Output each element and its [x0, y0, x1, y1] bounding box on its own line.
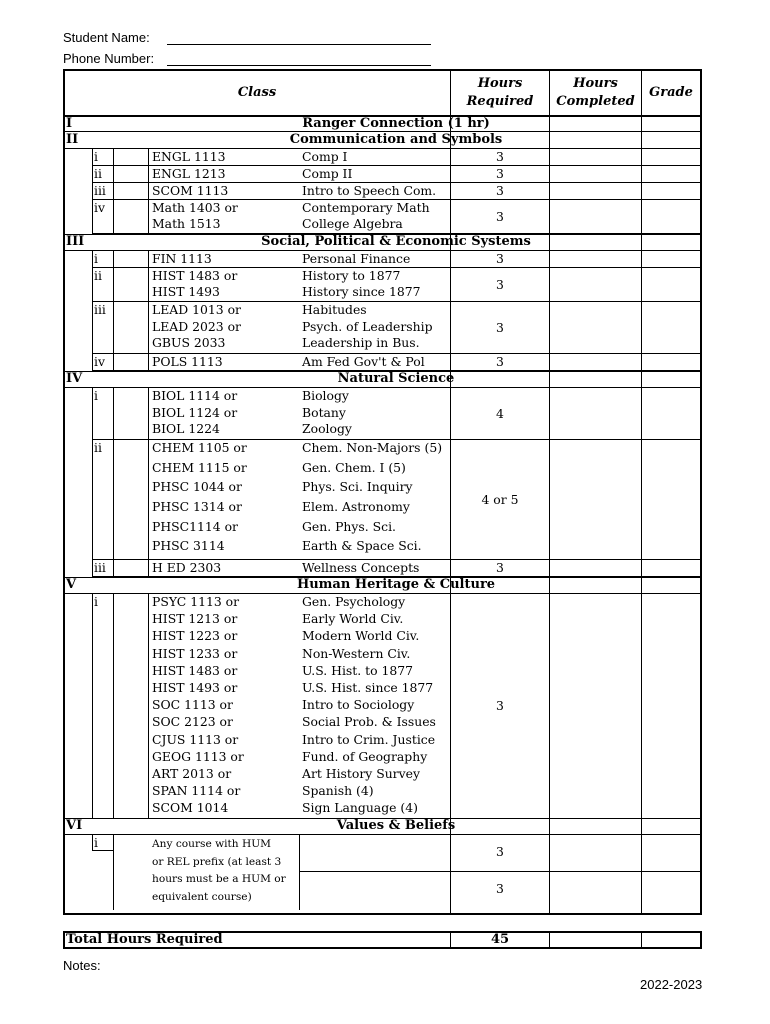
sub-index: ii [94, 268, 102, 283]
course-code: SPAN 1114 or [152, 783, 241, 799]
total-hours-label: Total Hours Required [66, 932, 223, 947]
student-name-label: Student Name: [63, 30, 150, 45]
course-code: GBUS 2033 [152, 335, 226, 351]
course-code: BIOL 1224 [152, 421, 220, 437]
course-code: PSYC 1113 or [152, 594, 240, 609]
sub-index: iv [94, 200, 105, 215]
course-code: LEAD 1013 or [152, 302, 241, 317]
section-title: Social, Political & Economic Systems [261, 234, 531, 249]
course-name: Social Prob. & Issues [302, 714, 436, 730]
hours-required: 3 [496, 319, 504, 335]
hours-required: 3 [496, 208, 504, 224]
hours-required: 3 [496, 276, 504, 292]
course-name: Leadership in Bus. [302, 335, 420, 351]
course-description: equivalent course) [152, 890, 252, 903]
section-title: Ranger Connection (1 hr) [302, 116, 490, 131]
course-name: Elem. Astronomy [302, 499, 410, 514]
course-code: GEOG 1113 or [152, 748, 244, 764]
course-code: HIST 1483 or [152, 662, 238, 678]
hours-required: 3 [496, 698, 504, 713]
course-name: Contemporary Math [302, 200, 430, 215]
course-code: CHEM 1115 or [152, 459, 247, 475]
course-code: H ED 2303 [152, 560, 222, 575]
year-label: 2022-2023 [640, 977, 703, 992]
course-code: PHSC1114 or [152, 518, 238, 534]
hours-required: 3 [496, 149, 504, 164]
sub-index: iii [94, 302, 106, 317]
sub-index: i [94, 149, 98, 164]
course-name: Phys. Sci. Inquiry [302, 479, 413, 495]
hours-required: 3 [496, 844, 504, 859]
section-title: Human Heritage & Culture [296, 577, 496, 592]
sub-index: ii [94, 166, 102, 181]
course-code: FIN 1113 [152, 251, 212, 266]
course-code: CJUS 1113 or [152, 731, 239, 747]
course-name: Fund. of Geography [302, 748, 428, 764]
course-name: Gen. Psychology [302, 594, 406, 609]
course-name: Comp II [302, 166, 353, 181]
course-code: HIST 1493 [152, 284, 220, 299]
course-name: Sign Language (4) [302, 800, 418, 816]
course-name: Psych. of Leadership [302, 318, 433, 334]
total-hours-value: 45 [490, 932, 510, 947]
course-name: History to 1877 [302, 268, 401, 283]
course-description: hours must be a HUM or [152, 873, 286, 885]
course-code: PHSC 1044 or [152, 479, 242, 495]
section-numeral: I [66, 116, 73, 131]
sub-index: i [94, 388, 98, 403]
hours-required: 4 or 5 [481, 491, 519, 507]
course-code: PHSC 3114 [152, 538, 225, 554]
course-code: ENGL 1113 [152, 149, 226, 164]
course-name: Modern World Civ. [302, 628, 420, 644]
course-name: Personal Finance [302, 251, 411, 266]
hours-required: 4 [496, 405, 504, 421]
course-code: HIST 1223 or [152, 628, 238, 644]
course-name: Intro to Sociology [302, 697, 415, 713]
course-code: HIST 1233 or [152, 645, 238, 661]
course-name: Gen. Chem. I (5) [302, 459, 406, 475]
course-name: History since 1877 [302, 284, 421, 299]
sub-index: i [94, 251, 98, 266]
col-hours-required-header: Hours Required [466, 76, 534, 109]
section-numeral: IV [66, 371, 83, 386]
student-name-field[interactable] [167, 44, 431, 45]
section-numeral: II [66, 132, 79, 147]
course-description: Any course with HUM [152, 838, 272, 850]
sub-index: iv [94, 354, 105, 369]
course-name: Botany [302, 404, 346, 420]
course-name: Zoology [302, 421, 352, 437]
course-name: Art History Survey [302, 766, 420, 781]
course-code: LEAD 2023 or [152, 318, 241, 334]
course-code: SOC 1113 or [152, 697, 233, 713]
col-class-header: Class [237, 85, 277, 100]
section-title: Communication and Symbols [289, 132, 503, 147]
course-name: Wellness Concepts [302, 560, 420, 575]
course-name: Intro to Crim. Justice [302, 731, 436, 747]
section-numeral: V [66, 577, 77, 592]
course-code: SCOM 1113 [152, 183, 229, 198]
course-code: PHSC 1314 or [152, 499, 242, 514]
course-name: Biology [302, 388, 349, 403]
sub-index: i [94, 594, 98, 609]
course-name: Early World Civ. [302, 611, 404, 627]
phone-number-field[interactable] [167, 65, 431, 66]
course-name: Chem. Non-Majors (5) [302, 440, 443, 455]
course-name: Intro to Speech Com. [302, 183, 437, 198]
course-code: BIOL 1114 or [152, 388, 238, 403]
hours-required: 3 [496, 251, 504, 266]
hours-required: 3 [496, 354, 504, 369]
course-code: Math 1513 [152, 216, 221, 231]
hours-required: 3 [496, 881, 504, 896]
course-name: Non-Western Civ. [302, 645, 411, 661]
course-code: SOC 2123 or [152, 714, 233, 730]
course-code: SCOM 1014 [152, 800, 229, 816]
course-code: CHEM 1105 or [152, 440, 247, 455]
section-numeral: VI [66, 818, 83, 833]
course-name: Spanish (4) [302, 783, 374, 799]
course-code: ART 2013 or [152, 766, 232, 781]
course-name: Gen. Phys. Sci. [302, 518, 396, 534]
course-code: HIST 1483 or [152, 268, 238, 283]
course-code: HIST 1493 or [152, 680, 238, 695]
col-hours-completed-header: Hours Completed [556, 76, 635, 109]
sub-index: i [94, 835, 98, 850]
hours-required: 3 [496, 183, 504, 198]
section-title: Natural Science [337, 371, 455, 386]
course-name: U.S. Hist. to 1877 [302, 662, 414, 678]
course-code: BIOL 1124 or [152, 404, 238, 420]
course-name: U.S. Hist. since 1877 [302, 680, 434, 695]
course-name: Habitudes [302, 302, 367, 317]
course-name: Comp I [302, 149, 348, 164]
section-title: Values & Beliefs [336, 818, 456, 833]
course-code: Math 1403 or [152, 200, 238, 215]
phone-number-label: Phone Number: [63, 51, 155, 66]
sub-index: iii [94, 183, 106, 198]
course-name: Am Fed Gov't & Pol [302, 354, 425, 369]
sub-index: iii [94, 560, 106, 575]
course-description: or REL prefix (at least 3 [152, 855, 282, 868]
course-code: HIST 1213 or [152, 611, 238, 627]
course-code: POLS 1113 [152, 354, 223, 369]
course-name: Earth & Space Sci. [302, 538, 422, 554]
course-name: College Algebra [302, 216, 403, 231]
section-numeral: III [66, 234, 85, 249]
course-code: ENGL 1213 [152, 166, 226, 181]
col-grade-header: Grade [649, 85, 693, 100]
notes-label: Notes: [63, 958, 101, 973]
hours-required: 3 [496, 166, 504, 181]
sub-index: ii [94, 440, 102, 455]
hours-required: 3 [496, 560, 504, 575]
